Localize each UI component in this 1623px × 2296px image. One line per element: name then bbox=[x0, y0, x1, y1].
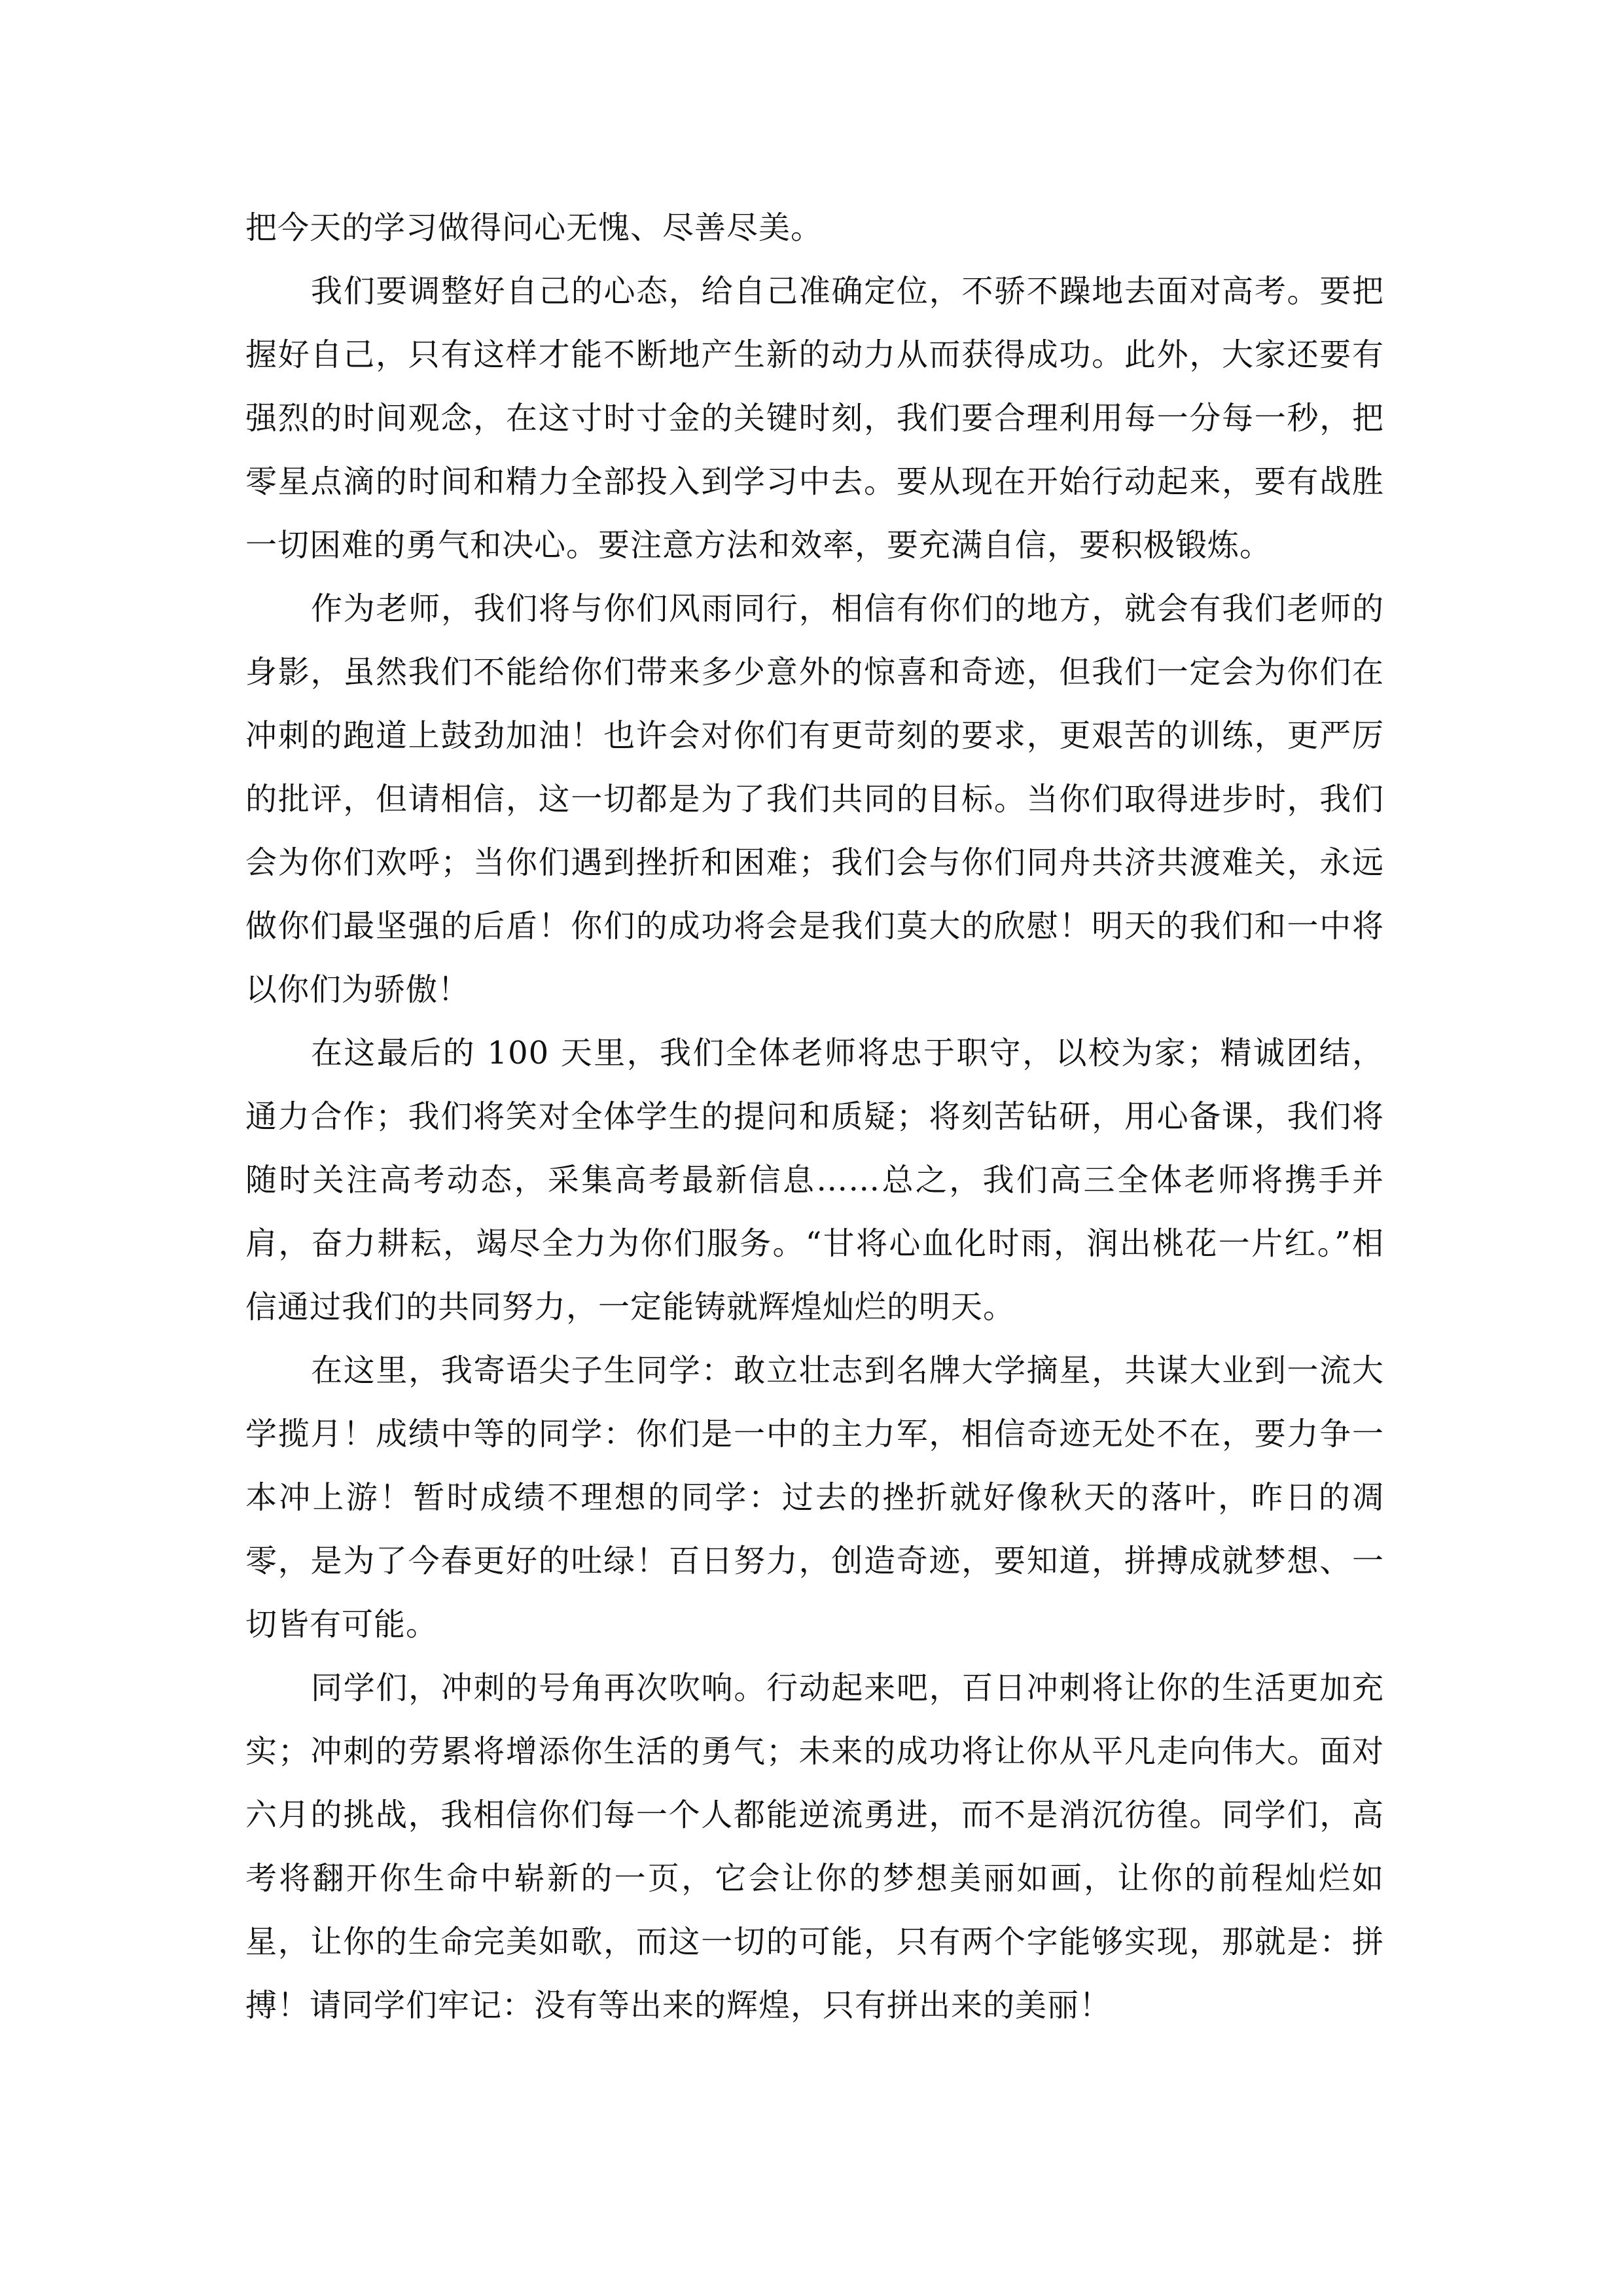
paragraph: 在这最后的 100 天里，我们全体老师将忠于职守，以校为家；精诚团结，通力合作；我们将笑对全体学生的提问和质疑；将刻苦钻研，用心备课，我们将随时关注高考动态，采集高考最新信息……总之，我们高三全体老师将携手并肩，奋力耕耘，竭尽全力为你们服务。“甘将心血化时雨，润出桃花一片红。”相信通过我们的共同努力，一定能铸就辉煌灿烂的明天。 bbox=[245, 1035, 1384, 1325]
paragraph: 作为老师，我们将与你们风雨同行，相信有你们的地方，就会有我们老师的身影，虽然我们不能给你们带来多少意外的惊喜和奇迹，但我们一定会为你们在冲刺的跑道上鼓劲加油！也许会对你们有更苛刻的要求，更艰苦的训练，更严厉的批评，但请相信，这一切都是为了我们共同的目标。当你们取得进步时，我们会为你们欢呼；当你们遇到挫折和困难；我们会与你们同舟共济共渡难关，永远做你们最坚强的后盾！你们的成功将会是我们莫大的欣慰！明天的我们和一中将以你们为骄傲！ bbox=[245, 590, 1384, 1008]
paragraph: 同学们，冲刺的号角再次吹响。行动起来吧，百日冲刺将让你的生活更加充实；冲刺的劳累将增添你生活的勇气；未来的成功将让你从平凡走向伟大。面对六月的挑战，我相信你们每一个人都能逆流勇进，而不是消沉彷徨。同学们，高考将翻开你生命中崭新的一页，它会让你的梦想美丽如画，让你的前程灿烂如星，让你的生命完美如歌，而这一切的可能，只有两个字能够实现，那就是：拼搏！请同学们牢记：没有等出来的辉煌，只有拼出来的美丽！ bbox=[245, 1670, 1384, 2024]
document-body bbox=[245, 196, 1384, 2037]
paragraph-continuation: 把今天的学习做得问心无愧、尽善尽美。 bbox=[245, 209, 823, 246]
paragraph: 在这里，我寄语尖子生同学：敢立壮志到名牌大学摘星，共谋大业到一流大学揽月！成绩中等的同学：你们是一中的主力军，相信奇迹无处不在，要力争一本冲上游！暂时成绩不理想的同学：过去的挫折就好像秋天的落叶，昨日的凋零，是为了今春更好的吐绿！百日努力，创造奇迹，要知道，拼搏成就梦想、一切皆有可能。 bbox=[245, 1352, 1384, 1643]
paragraph: 我们要调整好自己的心态，给自己准确定位，不骄不躁地去面对高考。要把握好自己，只有这样才能不断地产生新的动力从而获得成功。此外，大家还要有强烈的时间观念，在这寸时寸金的关键时刻，我们要合理利用每一分每一秒，把零星点滴的时间和精力全部投入到学习中去。要从现在开始行动起来，要有战胜一切困难的勇气和决心。要注意方法和效率，要充满自信，要积极锻炼。 bbox=[245, 273, 1384, 564]
